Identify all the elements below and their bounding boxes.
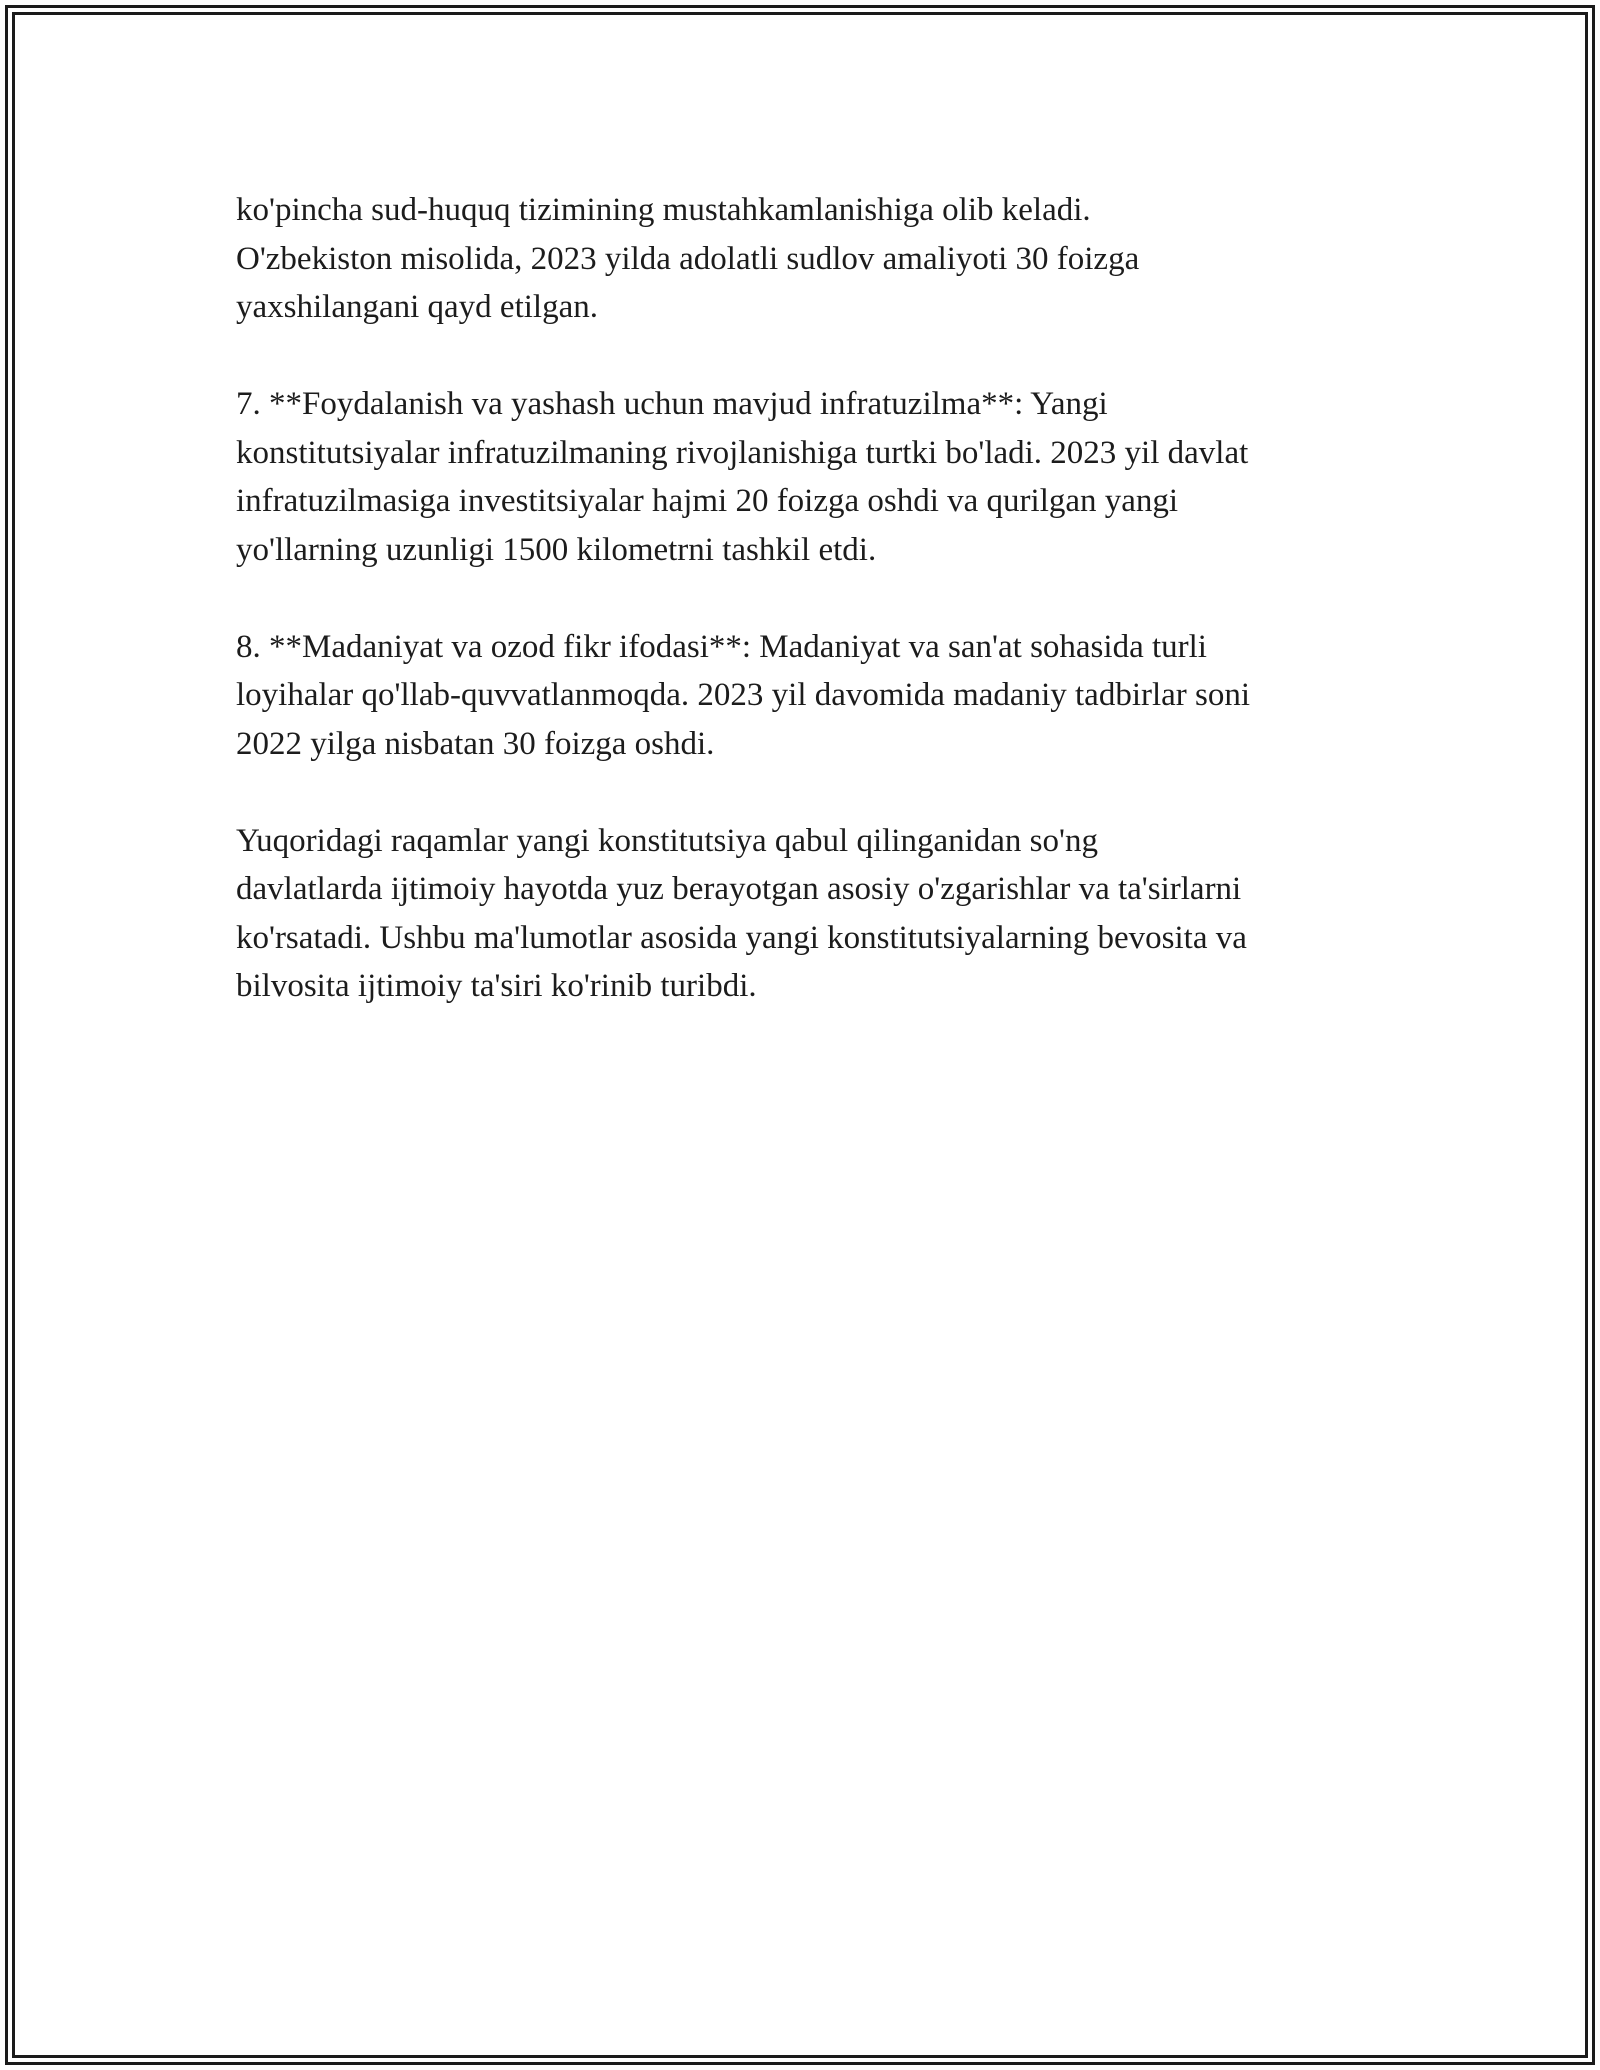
text-line: O'zbekiston misolida, 2023 yilda adolatli sudlov amaliyoti 30 foizga (236, 240, 1140, 277)
paragraph-continuation (236, 186, 1406, 332)
text-line: Yuqoridagi raqamlar yangi konstitutsiya qabul qilinganidan so'ng (236, 822, 1098, 859)
text-line: yaxshilangani qayd etilgan. (236, 289, 598, 325)
document-body (236, 186, 1406, 1059)
text-line: 8. **Madaniyat va ozod fikr ifodasi**: Madaniyat va san'at sohasida turli (236, 628, 1207, 665)
text-line: loyihalar qo'llab-quvvatlanmoqda. 2023 yil davomida madaniy tadbirlar soni (236, 677, 1251, 713)
paragraph-item-7 (236, 380, 1406, 574)
text-line: 7. **Foydalanish va yashash uchun mavjud infratuzilma**: Yangi (236, 386, 1108, 422)
text-line: ko'rsatadi. Ushbu ma'lumotlar asosida yangi konstitutsiyalarning bevosita va (236, 919, 1247, 956)
text-line: davlatlarda ijtimoiy hayotda yuz berayotgan asosiy o'zgarishlar va ta'sirlarni (236, 871, 1242, 907)
text-line: ko'pincha sud-huquq tizimining mustahkamlanishiga olib keladi. (236, 192, 1091, 228)
text-line: bilvosita ijtimoiy ta'siri ko'rinib turibdi. (236, 968, 757, 1004)
text-line: yo'llarning uzunligi 1500 kilometrni tashkil etdi. (236, 531, 877, 568)
text-line: infratuzilmasiga investitsiyalar hajmi 20 foizga oshdi va qurilgan yangi (236, 483, 1179, 519)
paragraph-conclusion (236, 817, 1406, 1011)
paragraph-item-8 (236, 623, 1406, 769)
text-line: konstitutsiyalar infratuzilmaning rivojlanishiga turtki bo'ladi. 2023 yil davlat (236, 434, 1249, 471)
text-line: 2022 yilga nisbatan 30 foizga oshdi. (236, 725, 715, 762)
